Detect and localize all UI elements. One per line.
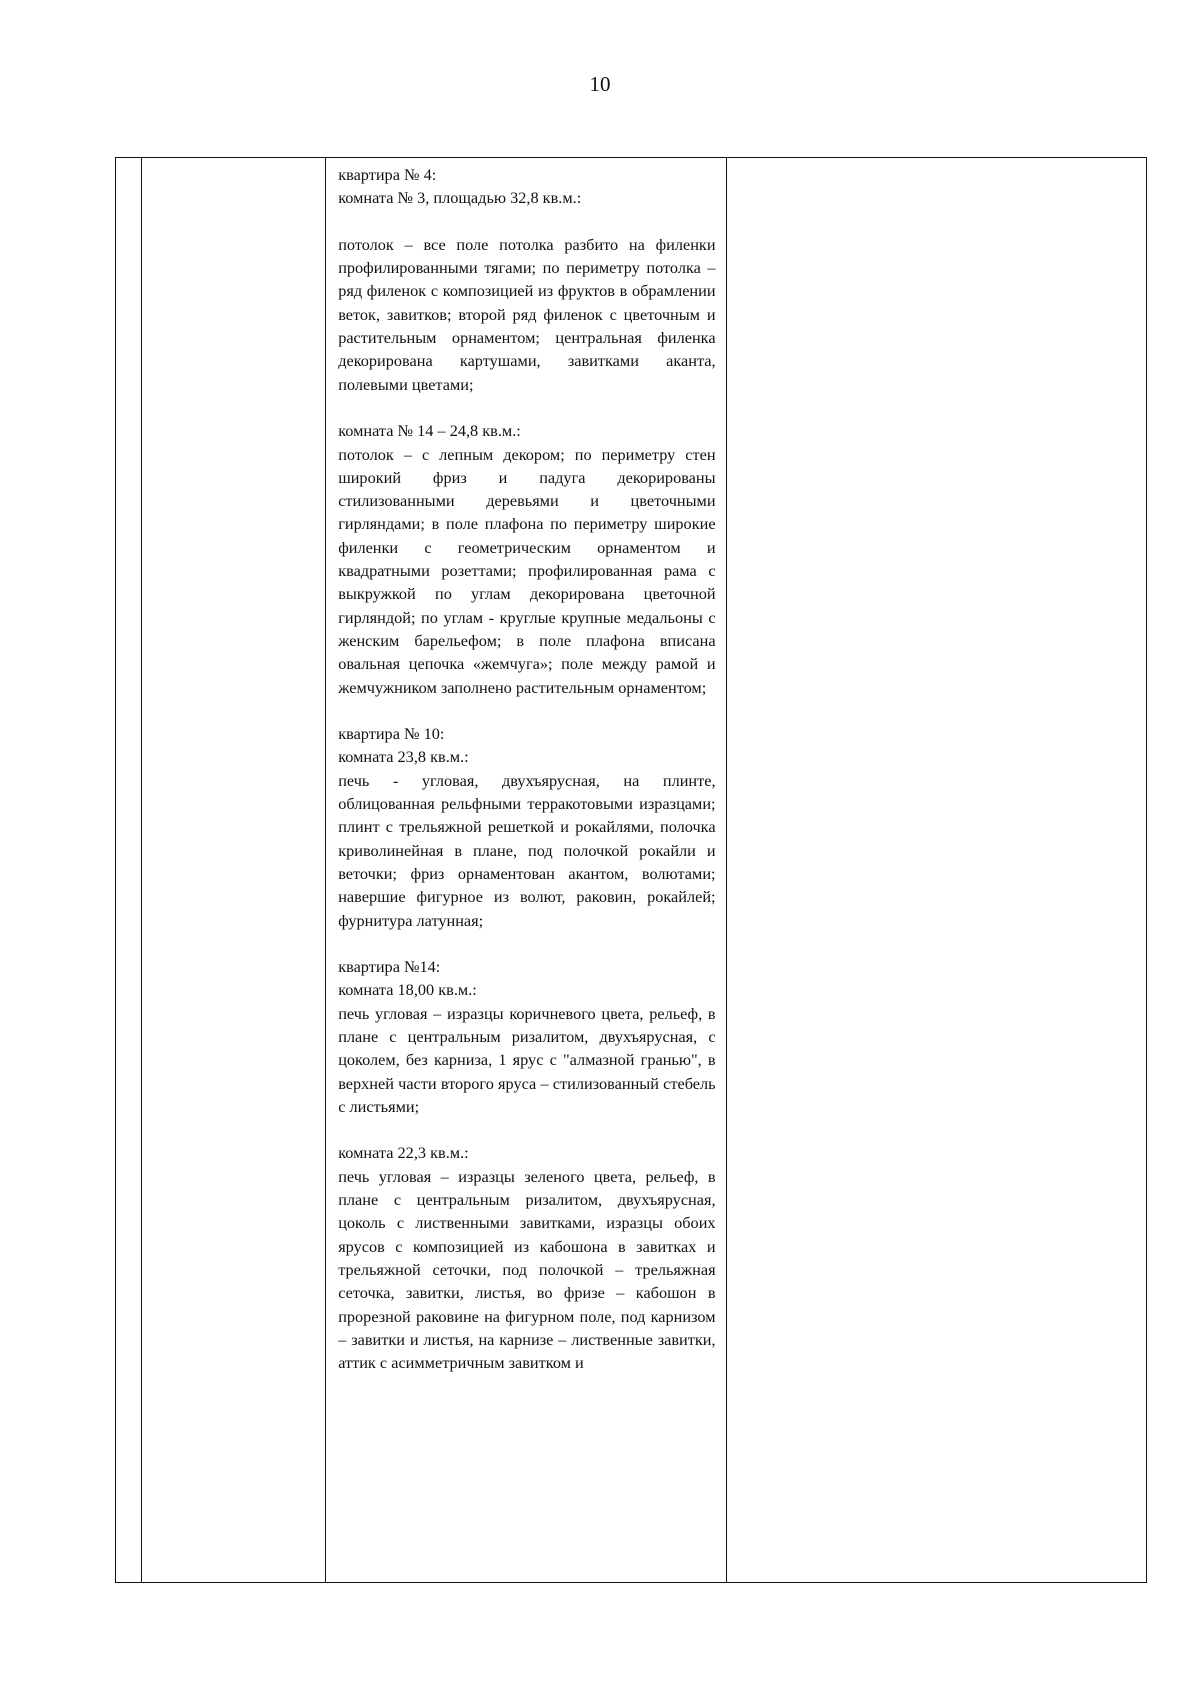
description-block — [338, 163, 715, 210]
description-paragraph: комната 23,8 кв.м.: — [338, 747, 469, 767]
description-paragraph: комната № 14 – 24,8 кв.м.: — [338, 421, 521, 441]
description-block — [338, 722, 715, 932]
description-paragraph: комната 22,3 кв.м.: — [338, 1143, 469, 1163]
table-cell-notes — [726, 158, 1146, 1583]
description-block — [338, 1141, 715, 1374]
description-paragraph: квартира №14: — [338, 957, 441, 977]
description-paragraph: комната 18,00 кв.м.: — [338, 980, 477, 1000]
description-paragraph: печь угловая – изразцы зеленого цвета, рельеф, в плане с центральным ризалитом, двухъярусная, цоколь с лиственными завитками, изразцы обоих ярусов с композицией из кабошона в завитках и трельяжной сеточки, под полочкой – трельяжная сеточка, завитки, листья, во фризе – кабошон в прорезной раковине на фигурном поле, под карнизом – завитки и листья, на карнизе – лиственные завитки, аттик с асимметричным завитком и — [338, 1166, 716, 1373]
description-paragraph: комната № 3, площадью 32,8 кв.м.: — [338, 188, 582, 208]
table-cell-number — [116, 158, 142, 1583]
description-paragraph: печь угловая – изразцы коричневого цвета, рельеф, в плане с центральным ризалитом, двухъярусная, с цоколем, без карниза, 1 ярус с "алмазной гранью", в верхней части второго яруса – стилизованный стебель с листьями; — [338, 1003, 716, 1116]
description-paragraph: квартира № 10: — [338, 724, 445, 744]
description-block — [338, 419, 715, 699]
table-cell-description — [326, 158, 726, 1583]
description-paragraph: квартира № 4: — [338, 165, 437, 184]
description-paragraph: потолок – с лепным декором; по периметру стен широкий фриз и падуга декорированы стилизованными деревьями и цветочными гирляндами; в поле плафона по периметру широкие филенки с геометрическим орнаментом и квадратными розеттами; профилированная рама с выкружкой по углам декорирована цветочной гирляндой; по углам - круглые крупные медальоны с женским барельефом; в поле плафона вписана овальная цепочка «жемчуга»; поле между рамой и жемчужником заполнено растительным орнаментом; — [338, 444, 716, 697]
description-paragraph: потолок – все поле потолка разбито на филенки профилированными тягами; по периметру потолка – ряд филенок с композицией из фруктов в обрамлении веток, завитков; второй ряд филенок с цветочным и растительным орнаментом; центральная филенка декорирована картушами, завитками аканта, полевыми цветами; — [338, 234, 716, 394]
description-block — [338, 955, 715, 1118]
description-paragraph: печь - угловая, двухъярусная, на плинте, облицованная рельфными терракотовыми изразцами; плинт с трельяжной решеткой и рокайлями, полочка криволинейная в плане, под полочкой рокайли и веточки; фриз орнаментован акантом, волютами; навершие фигурное из волют, раковин, рокайлей; фурнитура латунная; — [338, 770, 716, 930]
description-block — [338, 233, 715, 396]
table-row — [116, 158, 1147, 1583]
description-text — [326, 158, 725, 1374]
heritage-table — [115, 157, 1147, 1583]
table-cell-name — [142, 158, 326, 1583]
page-number: 10 — [589, 72, 611, 96]
